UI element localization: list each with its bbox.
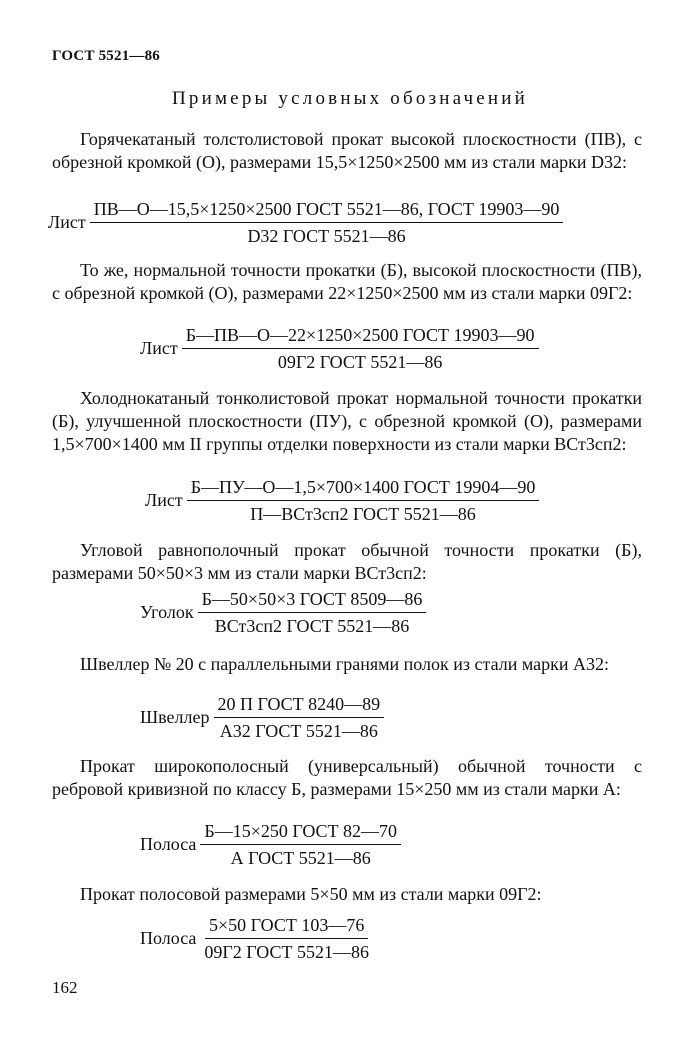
designation-formula: [140, 324, 539, 373]
designation-denominator: ВСт3сп2 ГОСТ 5521—86: [214, 616, 410, 636]
designation-numerator: 20 П ГОСТ 8240—89: [214, 693, 385, 718]
section-title: Примеры условных обозначений: [171, 88, 529, 109]
example-description: Горячекатаный толстолистовой прокат высокой плоскостности (ПВ), с обрезной кромкой (О), размерами 15,5×1250×2500 мм из стали марки D32:: [52, 129, 642, 172]
example-description: Прокат широкополосный (универсальный) обычной точности с ребровой кривизной по классу Б, размерами 15×250 мм из стали марки А:: [52, 756, 642, 799]
product-word: Лист: [145, 490, 183, 510]
designation-fraction: [200, 914, 373, 963]
designation-denominator: 09Г2 ГОСТ 5521—86: [204, 942, 369, 962]
designation-numerator: Б—15×250 ГОСТ 82—70: [200, 820, 401, 845]
product-word: Полоса: [140, 928, 197, 948]
product-word: Полоса: [140, 834, 197, 854]
product-word: Швеллер: [140, 707, 210, 727]
designation-formula: [140, 588, 426, 637]
designation-formula: [145, 476, 539, 525]
example-description: Прокат полосовой размерами 5×50 мм из стали марки 09Г2:: [80, 884, 542, 904]
product-word: Лист: [48, 212, 86, 232]
product-word: Уголок: [140, 602, 194, 622]
designation-formula: [140, 820, 401, 869]
designation-denominator: D32 ГОСТ 5521—86: [247, 226, 406, 246]
designation-denominator: А32 ГОСТ 5521—86: [219, 721, 378, 741]
designation-fraction: [214, 693, 385, 742]
designation-numerator: Б—ПВ—О—22×1250×2500 ГОСТ 19903—90: [182, 324, 539, 349]
designation-fraction: [198, 588, 427, 637]
example-description: Угловой равнополочный прокат обычной точности прокатки (Б), размерами 50×50×3 мм из стали марки ВСт3сп2:: [52, 540, 642, 583]
designation-denominator: 09Г2 ГОСТ 5521—86: [277, 352, 443, 372]
designation-fraction: [187, 476, 540, 525]
document-header: ГОСТ 5521—86: [52, 48, 161, 64]
designation-denominator: А ГОСТ 5521—86: [230, 848, 371, 868]
designation-fraction: [200, 820, 401, 869]
example-description: То же, нормальной точности прокатки (Б), высокой плоскостности (ПВ), с обрезной кромкой (О), размерами 22×1250×2500 мм из стали марки 09Г2:: [52, 260, 642, 303]
designation-fraction: [182, 324, 539, 373]
designation-numerator: Б—50×50×3 ГОСТ 8509—86: [198, 588, 427, 613]
designation-numerator: ПВ—О—15,5×1250×2500 ГОСТ 5521—86, ГОСТ 19903—90: [90, 198, 564, 223]
product-word: Лист: [140, 338, 178, 358]
designation-numerator: 5×50 ГОСТ 103—76: [205, 914, 368, 939]
designation-denominator: П—ВСт3сп2 ГОСТ 5521—86: [250, 504, 476, 524]
example-description: Холоднокатаный тонколистовой прокат нормальной точности прокатки (Б), улучшенной плоскостности (ПУ), с обрезной кромкой (О), размерами 1,5×700×1400 мм II группы отделки поверхности из стали марки ВСт3сп2:: [52, 388, 642, 454]
example-description: Швеллер № 20 с параллельными гранями полок из стали марки А32:: [80, 654, 609, 674]
designation-numerator: Б—ПУ—О—1,5×700×1400 ГОСТ 19904—90: [187, 476, 540, 501]
page-number: 162: [52, 978, 78, 997]
designation-formula: [48, 198, 563, 247]
designation-formula: [140, 914, 373, 963]
designation-fraction: [90, 198, 564, 247]
designation-formula: [140, 693, 384, 742]
